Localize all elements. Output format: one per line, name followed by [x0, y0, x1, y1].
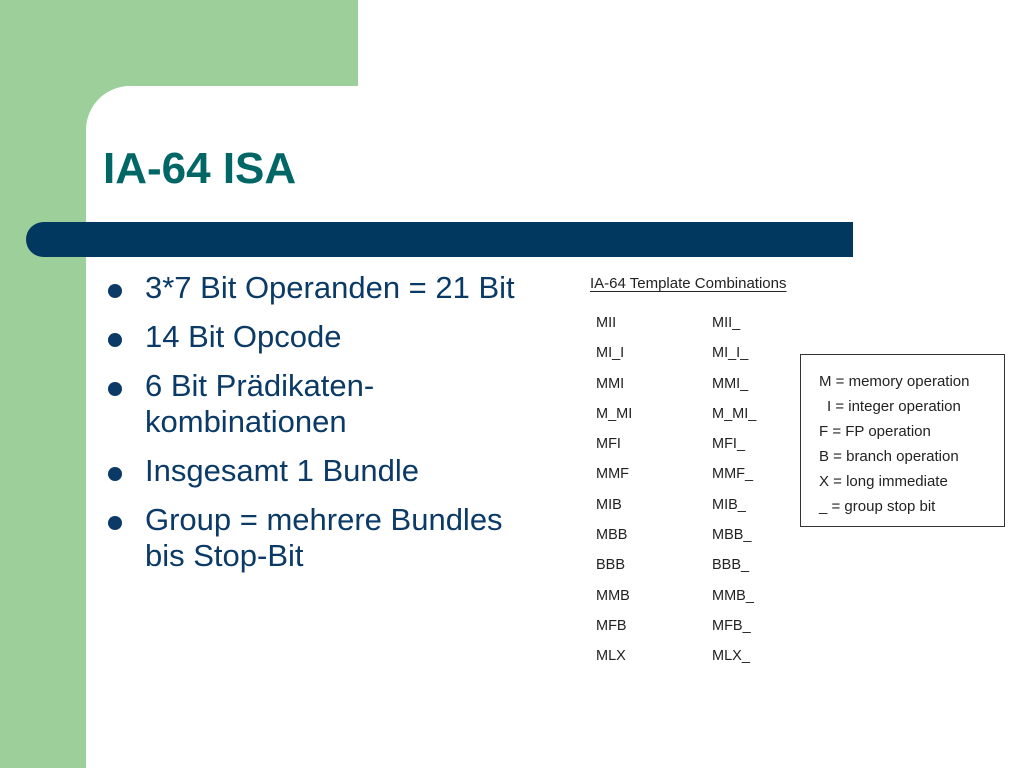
slide-title: IA-64 ISA — [103, 144, 297, 193]
template-stop-item: MFB_ — [712, 617, 751, 634]
template-item: BBB — [596, 557, 626, 574]
template-item: MMI — [596, 375, 625, 392]
bullet-item — [104, 502, 515, 574]
template-item: MFB — [596, 617, 627, 634]
template-item: M_MI — [596, 405, 633, 422]
template-item: MLX — [596, 648, 626, 665]
legend-line: F = FP operation — [819, 423, 931, 440]
template-stop-item: M_MI_ — [712, 405, 757, 422]
template-item: MMB — [596, 587, 630, 604]
template-item: MI_I — [596, 345, 625, 362]
bullet-text: 6 Bit Prädikaten-kombinationen — [145, 368, 375, 439]
legend-line: I = integer operation — [827, 398, 961, 415]
template-stop-item: MMF_ — [712, 466, 754, 483]
template-column-plain — [596, 313, 632, 677]
bullet-text: 3*7 Bit Operanden = 21 Bit — [145, 270, 515, 305]
template-stop-item: BBB_ — [712, 557, 750, 574]
template-legend-box — [800, 354, 1005, 527]
bullet-dot-icon — [108, 516, 122, 530]
template-stop-item: MFI_ — [712, 436, 746, 453]
template-stop-item: MMB_ — [712, 587, 754, 604]
template-column-stop — [712, 313, 756, 677]
template-stop-item: MBB_ — [712, 527, 752, 544]
bullet-dot-icon — [108, 467, 122, 481]
template-stop-item: MLX_ — [712, 648, 750, 665]
template-item: MMF — [596, 466, 630, 483]
title-underline-bar — [26, 222, 853, 257]
bullet-text: Group = mehrere Bundles bis Stop-Bit — [145, 502, 503, 573]
template-item: MII — [596, 315, 617, 331]
legend-line: M = memory operation — [819, 373, 970, 390]
bullet-item — [104, 368, 445, 440]
bullet-dot-icon — [108, 284, 122, 298]
template-item: MIB — [596, 496, 622, 513]
template-item: MFI — [596, 436, 621, 453]
legend-line: B = branch operation — [819, 448, 959, 465]
template-stop-item: MII_ — [712, 315, 741, 331]
template-item: MBB — [596, 527, 628, 544]
bullet-text: Insgesamt 1 Bundle — [145, 453, 420, 488]
template-stop-item: MMI_ — [712, 375, 749, 392]
bullet-item — [104, 319, 534, 355]
template-figure-title: IA-64 Template Combinations — [590, 275, 787, 292]
bullet-item — [104, 270, 515, 306]
bullet-text: 14 Bit Opcode — [145, 319, 342, 354]
template-stop-item: MI_I_ — [712, 345, 749, 362]
legend-line: X = long immediate — [819, 473, 948, 490]
legend-line: _ = group stop bit — [819, 498, 936, 515]
bullet-dot-icon — [108, 333, 122, 347]
bullet-list — [104, 270, 534, 587]
template-stop-item: MIB_ — [712, 496, 746, 513]
bullet-item — [104, 453, 534, 489]
bullet-dot-icon — [108, 382, 122, 396]
